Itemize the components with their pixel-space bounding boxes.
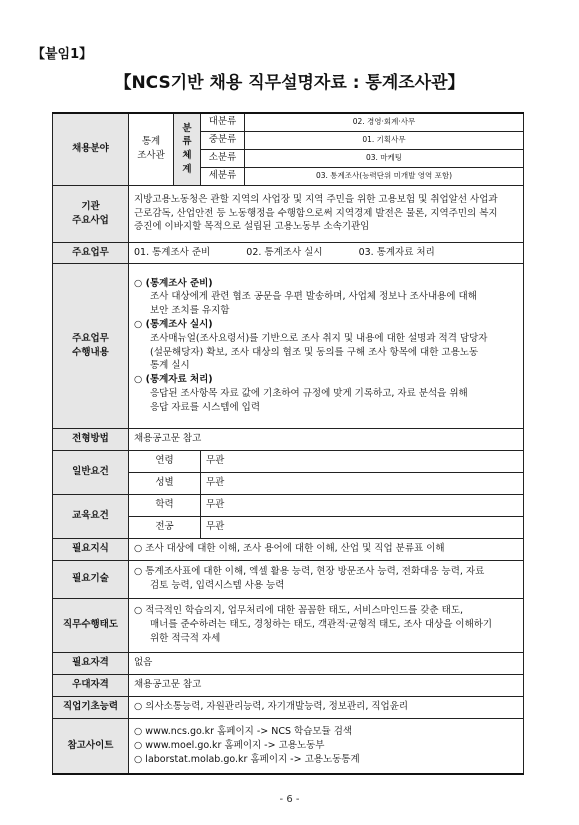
skills-line: 검토 능력, 입력시스템 사용 능력 <box>150 580 285 591</box>
attitude-line: 매너를 준수하려는 태도, 경청하는 태도, 객관적·균형적 태도, 조사 대상을 이해하기 <box>150 619 493 631</box>
selection-value: 채용공고문 참고 <box>129 428 524 450</box>
task-section-line: 보안 조치를 유지함 <box>150 305 230 317</box>
attitude-label: 직무수행태도 <box>53 598 129 652</box>
general-key: 연령 <box>129 450 201 472</box>
knowledge-label: 필요지식 <box>53 538 129 560</box>
task-section-head: ○ (통계조사 실시) <box>134 318 213 330</box>
job-description-table <box>52 112 524 775</box>
task-section-line: 조사 대상에게 관련 협조 공문을 우편 발송하며, 사업체 정보나 조사내용에 대해 <box>150 291 477 303</box>
attitude-line: ○ 적극적인 학습의지, 업무처리에 대한 꼼꼼한 태도, 서비스마인드를 갖춘 태도, <box>134 605 464 617</box>
agency-line: 증진에 이바지할 목적으로 설립된 고용노동부 소속기관임 <box>134 221 370 233</box>
classification-level: 소분류 <box>201 149 245 167</box>
qualification-value: 없음 <box>129 652 524 674</box>
attachment-label: 【붙임1】 <box>32 47 93 62</box>
qualification-label: 필요자격 <box>53 652 129 674</box>
education-key: 학력 <box>129 494 201 516</box>
education-label: 교육요건 <box>53 494 129 538</box>
task-section-line: 응답된 조사항목 자료 값에 기초하여 규정에 맞게 기록하고, 자료 분석을 위해 <box>150 387 468 399</box>
general-value: 무관 <box>201 450 524 472</box>
education-value: 무관 <box>201 516 524 538</box>
task-section-head: ○ (통계자료 처리) <box>134 374 213 386</box>
task-section-line: 통계 실시 <box>150 360 190 372</box>
attitude-value <box>129 598 524 652</box>
main-tasks-label: 주요업무 <box>53 242 129 263</box>
skills-label: 필요기술 <box>53 560 129 598</box>
preference-label: 우대자격 <box>53 674 129 696</box>
education-value: 무관 <box>201 494 524 516</box>
page-title: 【NCS기반 채용 직무설명자료 : 통계조사관】 <box>114 73 465 93</box>
education-key: 전공 <box>129 516 201 538</box>
selection-label: 전형방법 <box>53 428 129 450</box>
basic-skills-label: 직업기초능력 <box>53 696 129 718</box>
classification-level: 중분류 <box>201 131 245 149</box>
classification-value: 01. 기획사무 <box>245 131 524 149</box>
attitude-line: 위한 적극적 자세 <box>150 632 221 644</box>
classification-value: 03. 마케팅 <box>245 149 524 167</box>
task-details-label: 주요업무 수행내용 <box>53 263 129 428</box>
preference-value: 채용공고문 참고 <box>129 674 524 696</box>
main-task-item: 02. 통계조사 실시 <box>246 246 323 258</box>
references-label: 참고사이트 <box>53 718 129 774</box>
classification-field: 통계 조사관 <box>129 113 174 185</box>
task-section-line: 조사매뉴얼(조사요령서)를 기반으로 조사 취지 및 내용에 대한 설명과 적격 담당자 <box>150 332 488 344</box>
basic-skills-value: ○ 의사소통능력, 자원관리능력, 자기개발능력, 정보관리, 직업윤리 <box>129 696 524 718</box>
agency-label: 기관 주요사업 <box>53 185 129 242</box>
task-details-content <box>129 263 524 428</box>
general-label: 일반요건 <box>53 450 129 494</box>
task-section-line: 응답 자료를 시스템에 입력 <box>150 401 261 413</box>
agency-line: 근로감독, 산업안전 등 노동행정을 수행함으로써 지역경제 발전은 물론, 지역주민의 복지 <box>134 207 498 219</box>
classification-label: 채용분야 <box>53 113 129 185</box>
reference-link[interactable]: ○ laborstat.molab.go.kr 홈페이지 -> 고용노동통계 <box>134 753 360 765</box>
classification-level: 세분류 <box>201 167 245 185</box>
general-value: 무관 <box>201 472 524 494</box>
agency-line: 지방고용노동청은 관할 지역의 사업장 및 지역 주민을 위한 고용보험 및 취업알선 사업과 <box>134 193 498 205</box>
task-section-line: (설문해당자) 확보, 조사 대상의 협조 및 동의를 구해 조사 항목에 대한 고용노동 <box>150 346 479 358</box>
reference-link[interactable]: ○ www.moel.go.kr 홈페이지 -> 고용노동부 <box>134 739 325 751</box>
page-number: - 6 - <box>279 794 300 805</box>
classification-value: 03. 통계조사(능력단위 미개발 영역 포함) <box>245 167 524 185</box>
skills-value <box>129 560 524 598</box>
classification-value: 02. 경영·회계·사무 <box>245 113 524 131</box>
knowledge-value: ○ 조사 대상에 대한 이해, 조사 용어에 대한 이해, 산업 및 직업 분류표 이해 <box>129 538 524 560</box>
references-list <box>129 718 524 774</box>
skills-line: ○ 통계조사표에 대한 이해, 엑셀 활용 능력, 현장 방문조사 능력, 전화대응 능력, 자료 <box>134 566 485 578</box>
main-task-item: 03. 통계자료 처리 <box>358 246 435 258</box>
reference-link[interactable]: ○ www.ncs.go.kr 홈페이지 -> NCS 학습모듈 검색 <box>134 726 353 738</box>
main-tasks-list <box>129 242 524 263</box>
agency-description <box>129 185 524 242</box>
task-section-head: ○ (통계조사 준비) <box>134 277 213 289</box>
main-task-item: 01. 통계조사 준비 <box>134 246 211 258</box>
classification-level: 대분류 <box>201 113 245 131</box>
general-key: 성별 <box>129 472 201 494</box>
classification-group-label: 분류 체계 <box>174 113 201 185</box>
